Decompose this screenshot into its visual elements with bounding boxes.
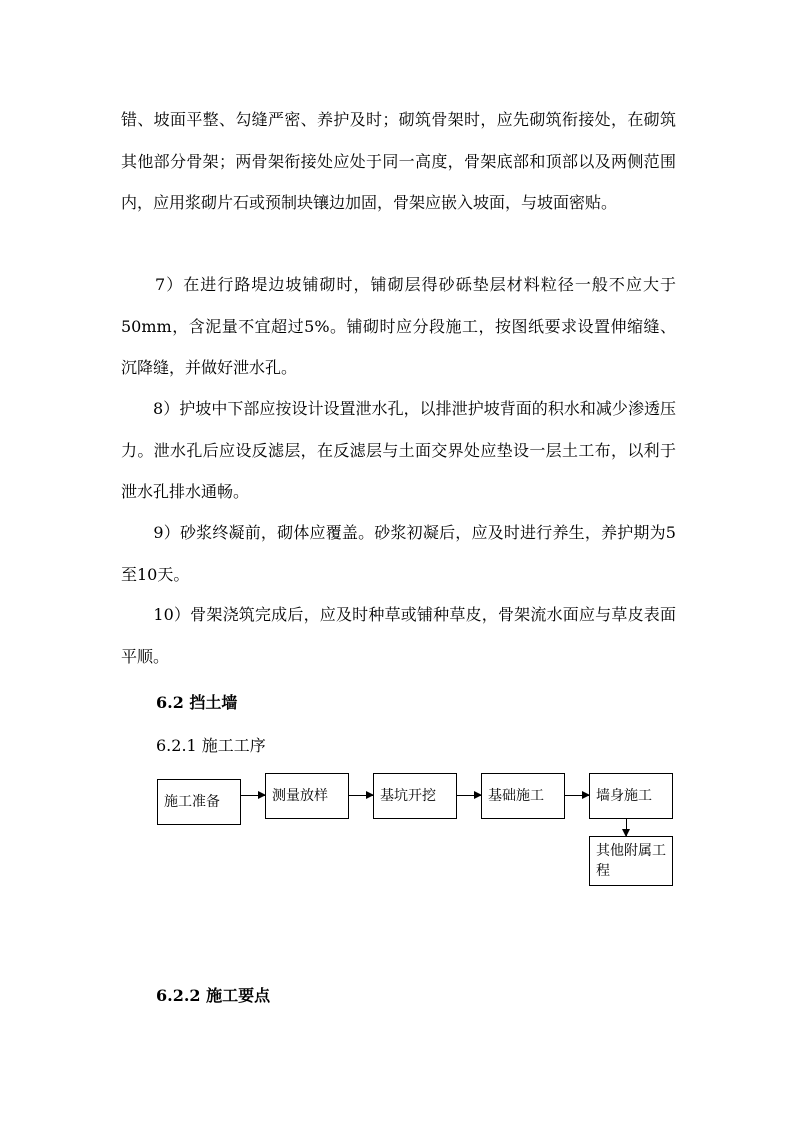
paragraph-item-8: 8）护坡中下部应按设计设置泄水孔，以排泄护坡背面的积水和减少渗透压力。泄水孔后应设反滤层，在反滤层与土面交界处应垫设一层土工布，以利于泄水孔排水通畅。 bbox=[121, 399, 676, 501]
flow-arrow bbox=[241, 795, 265, 796]
flow-step-preparation: 施工准备 bbox=[157, 779, 241, 825]
flow-arrow-down bbox=[626, 819, 627, 836]
paragraph-item-10: 10）骨架浇筑完成后，应及时种草或铺种草皮，骨架流水面应与草皮表面平顺。 bbox=[121, 605, 676, 666]
paragraph-continuation: 错、坡面平整、勾缝严密、养护及时；砌筑骨架时，应先砌筑衔接处，在砌筑其他部分骨架；两骨架衔接处应处于同一高度，骨架底部和顶部以及两侧范围内，应用浆砌片石或预制块镶边加固，骨架应嵌入坡面，与坡面密贴。 bbox=[121, 110, 676, 212]
flow-arrow bbox=[457, 795, 481, 796]
paragraph-item-7: 7）在进行路堤边坡铺砌时，铺砌层得砂砾垫层材料粒径一般不应大于50mm，含泥量不宜超过5%。铺砌时应分段施工，按图纸要求设置伸缩缝、沉降缝，并做好泄水孔。 bbox=[121, 275, 676, 377]
flow-step-excavation: 基坑开挖 bbox=[373, 773, 457, 819]
flow-step-survey: 测量放样 bbox=[265, 773, 349, 819]
flow-step-foundation: 基础施工 bbox=[481, 773, 565, 819]
flow-arrow bbox=[565, 795, 589, 796]
paragraph-item-9: 9）砂浆终凝前，砌体应覆盖。砂浆初凝后，应及时进行养生，养护期为5至10天。 bbox=[121, 523, 676, 584]
flow-step-ancillary-works: 其他附属工程 bbox=[589, 836, 673, 886]
subsection-heading-procedure: 6.2.1 施工工序 bbox=[156, 736, 266, 755]
section-heading: 6.2 挡土墙 bbox=[156, 693, 238, 712]
flow-step-wall-body: 墙身施工 bbox=[589, 773, 673, 819]
flow-arrow bbox=[349, 795, 373, 796]
subsection-heading-key-points: 6.2.2 施工要点 bbox=[156, 986, 271, 1005]
